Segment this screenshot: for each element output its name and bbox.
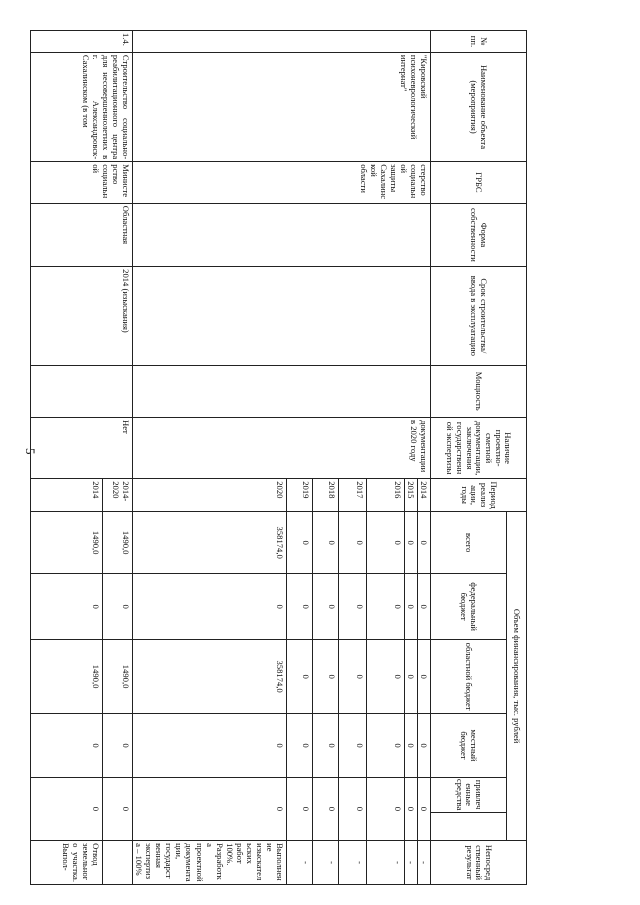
cell-result: - (366, 841, 404, 885)
header-funding-group: Объем финансирования, тыс. рублей (507, 512, 527, 841)
rotated-page (61, 30, 527, 885)
cell-local: 0 (404, 714, 417, 777)
cell-term (133, 267, 431, 365)
cell-capacity (31, 365, 133, 417)
cell-result: Отвод земельного участка. Выпол- (31, 841, 103, 885)
header-result: Непосредственный результат (431, 841, 527, 885)
cell-regional: 358174,0 (133, 639, 287, 713)
cell-local: 0 (133, 714, 287, 777)
cell-regional: 0 (338, 639, 366, 713)
header-name: Наименование объекта (мероприятия) (431, 52, 527, 161)
cell-total: 0 (366, 512, 404, 574)
cell-name: "Кировский психоневрологический интернат" (133, 52, 431, 161)
cell-year: 2015 (404, 479, 417, 512)
cell-grbs: Министерство социальной (31, 162, 133, 204)
cell-federal: 0 (286, 574, 312, 640)
cell-total: 358174,0 (133, 512, 287, 574)
cell-federal: 0 (417, 574, 430, 640)
header-design-docs: Наличие проектно-сметной документации, заключения государственной экспертизы (431, 418, 527, 479)
cell-federal: 0 (133, 574, 287, 640)
cell-attracted: 0 (103, 777, 133, 840)
cell-result: Выполнение изыскательских работ 100%. Разработка проектной документации, государственная экспертиза – 100% (133, 841, 287, 885)
cell-local: 0 (312, 714, 338, 777)
cell-year: 2014-2020 (103, 479, 133, 512)
cell-year: 2017 (338, 479, 366, 512)
cell-federal: 0 (338, 574, 366, 640)
cell-regional: 0 (366, 639, 404, 713)
cell-total: 1490,0 (103, 512, 133, 574)
cell-regional: 1490,0 (103, 639, 133, 713)
cell-local: 0 (366, 714, 404, 777)
table-row (417, 31, 430, 885)
cell-local: 0 (286, 714, 312, 777)
header-grbs: ГРБС (431, 162, 527, 204)
cell-result: - (338, 841, 366, 885)
cell-local: 0 (31, 714, 103, 777)
cell-num (133, 31, 431, 53)
cell-regional: 1490,0 (31, 639, 103, 713)
header-num: № пп. (431, 31, 527, 53)
header-ownership: Форма собственности (431, 203, 527, 266)
cell-result: - (312, 841, 338, 885)
cell-regional: 0 (404, 639, 417, 713)
cell-year: 2014 (31, 479, 103, 512)
cell-total: 0 (417, 512, 430, 574)
cell-num: 1.4. (31, 31, 133, 53)
cell-attracted: 0 (366, 777, 404, 840)
cell-name: Строительство социально-реабилитационного центра для несовершеннолетних в г. Александровск-Сахалинском (в том (31, 52, 133, 161)
cell-total: 0 (338, 512, 366, 574)
cell-total: 0 (312, 512, 338, 574)
cell-regional: 0 (312, 639, 338, 713)
cell-federal: 0 (103, 574, 133, 640)
cell-attracted: 0 (31, 777, 103, 840)
funding-table (30, 30, 527, 885)
cell-ownership: Областная (31, 203, 133, 266)
cell-attracted: 0 (312, 777, 338, 840)
cell-federal: 0 (312, 574, 338, 640)
header-period: Период реализации, годы (431, 479, 527, 512)
header-term: Срок строительства/ввода в эксплуатацию (431, 267, 527, 365)
cell-total: 0 (404, 512, 417, 574)
header-local: местный бюджет (431, 714, 507, 777)
cell-term: 2014 (изыскания) (31, 267, 133, 365)
cell-capacity (133, 365, 431, 417)
cell-total: 1490,0 (31, 512, 103, 574)
page-number: 5 (23, 448, 38, 455)
cell-grbs: стерство социальной защиты Сахалинской области (133, 162, 431, 204)
cell-design-docs: документации в 2020 году (133, 418, 431, 479)
cell-year: 2020 (133, 479, 287, 512)
cell-result: - (404, 841, 417, 885)
cell-regional: 0 (417, 639, 430, 713)
cell-attracted: 0 (133, 777, 287, 840)
cell-federal: 0 (404, 574, 417, 640)
cell-local: 0 (417, 714, 430, 777)
cell-design-docs: Нет (31, 418, 133, 479)
cell-federal: 0 (31, 574, 103, 640)
cell-attracted: 0 (404, 777, 417, 840)
header-capacity: Мощность (431, 365, 527, 417)
header-attracted: привлеченные средства (431, 777, 507, 812)
cell-ownership (133, 203, 431, 266)
cell-regional: 0 (286, 639, 312, 713)
cell-year: 2016 (366, 479, 404, 512)
cell-total: 0 (286, 512, 312, 574)
cell-local: 0 (338, 714, 366, 777)
cell-year: 2018 (312, 479, 338, 512)
cell-attracted: 0 (338, 777, 366, 840)
cell-result (103, 841, 133, 885)
cell-year: 2019 (286, 479, 312, 512)
cell-year: 2014 (417, 479, 430, 512)
cell-local: 0 (103, 714, 133, 777)
cell-federal: 0 (366, 574, 404, 640)
cell-result: - (417, 841, 430, 885)
header-regional: областной бюджет (431, 639, 507, 713)
cell-attracted: 0 (417, 777, 430, 840)
table-row (103, 31, 133, 885)
cell-result: - (286, 841, 312, 885)
cell-attracted: 0 (286, 777, 312, 840)
header-federal: федеральный бюджет (431, 574, 507, 640)
header-total: всего (431, 512, 507, 574)
